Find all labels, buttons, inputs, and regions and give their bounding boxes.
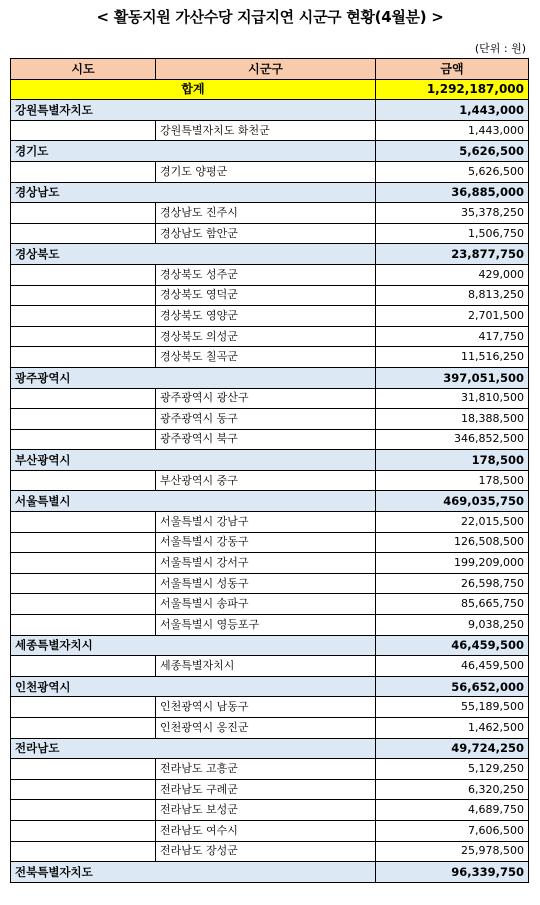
region-spacer — [156, 367, 376, 388]
empty-sido-cell — [11, 697, 156, 718]
empty-sido-cell — [11, 820, 156, 841]
table-row — [11, 264, 529, 285]
region-row — [11, 450, 529, 471]
empty-sido-cell — [11, 306, 156, 327]
region-spacer — [156, 862, 376, 883]
sigungu-amount: 178,500 — [376, 470, 529, 491]
sigungu-amount: 429,000 — [376, 264, 529, 285]
table-row — [11, 697, 529, 718]
table-row — [11, 656, 529, 677]
table-row — [11, 820, 529, 841]
sigungu-name: 광주광역시 광산구 — [156, 388, 376, 409]
sigungu-amount: 55,189,500 — [376, 697, 529, 718]
region-amount: 5,626,500 — [376, 141, 529, 162]
table-row — [11, 573, 529, 594]
total-row — [11, 79, 529, 100]
sigungu-amount: 35,378,250 — [376, 203, 529, 224]
sigungu-name: 경상북도 의성군 — [156, 326, 376, 347]
region-amount: 397,051,500 — [376, 367, 529, 388]
region-row — [11, 100, 529, 121]
region-row — [11, 635, 529, 656]
unit-label: (단위 : 원) — [474, 42, 526, 55]
empty-sido-cell — [11, 161, 156, 182]
sigungu-name: 경상남도 함안군 — [156, 223, 376, 244]
sigungu-name: 경상북도 영양군 — [156, 306, 376, 327]
region-name: 전북특별자치도 — [11, 862, 156, 883]
region-amount: 56,652,000 — [376, 676, 529, 697]
empty-sido-cell — [11, 326, 156, 347]
sigungu-name: 전라남도 여수시 — [156, 820, 376, 841]
region-spacer — [156, 450, 376, 471]
table-row — [11, 615, 529, 636]
empty-sido-cell — [11, 800, 156, 821]
empty-sido-cell — [11, 264, 156, 285]
region-amount: 36,885,000 — [376, 182, 529, 203]
empty-sido-cell — [11, 594, 156, 615]
table-row — [11, 409, 529, 430]
sigungu-name: 전라남도 장성군 — [156, 841, 376, 862]
empty-sido-cell — [11, 512, 156, 533]
region-row — [11, 676, 529, 697]
table-row — [11, 512, 529, 533]
sigungu-amount: 2,701,500 — [376, 306, 529, 327]
sigungu-name: 경상북도 칠곡군 — [156, 347, 376, 368]
sigungu-amount: 4,689,750 — [376, 800, 529, 821]
sigungu-name: 경기도 양평군 — [156, 161, 376, 182]
sigungu-amount: 85,665,750 — [376, 594, 529, 615]
table-row — [11, 429, 529, 450]
sigungu-name: 인천광역시 남동구 — [156, 697, 376, 718]
sigungu-amount: 9,038,250 — [376, 615, 529, 636]
sigungu-name: 경상남도 진주시 — [156, 203, 376, 224]
sigungu-name: 세종특별자치시 — [156, 656, 376, 677]
table-row — [11, 223, 529, 244]
region-name: 광주광역시 — [11, 367, 156, 388]
empty-sido-cell — [11, 203, 156, 224]
sigungu-name: 서울특별시 강동구 — [156, 532, 376, 553]
empty-sido-cell — [11, 553, 156, 574]
table-row — [11, 285, 529, 306]
sigungu-name: 서울특별시 영등포구 — [156, 615, 376, 636]
table-row — [11, 759, 529, 780]
sigungu-amount: 7,606,500 — [376, 820, 529, 841]
sigungu-amount: 5,626,500 — [376, 161, 529, 182]
sigungu-amount: 126,508,500 — [376, 532, 529, 553]
table-row — [11, 594, 529, 615]
empty-sido-cell — [11, 470, 156, 491]
region-amount: 469,035,750 — [376, 491, 529, 512]
empty-sido-cell — [11, 285, 156, 306]
empty-sido-cell — [11, 573, 156, 594]
sigungu-amount: 18,388,500 — [376, 409, 529, 430]
region-spacer — [156, 635, 376, 656]
table-row — [11, 120, 529, 141]
table-row — [11, 779, 529, 800]
region-amount: 1,443,000 — [376, 100, 529, 121]
table-row — [11, 326, 529, 347]
sigungu-name: 서울특별시 성동구 — [156, 573, 376, 594]
table-row — [11, 388, 529, 409]
sigungu-name: 서울특별시 강남구 — [156, 512, 376, 533]
region-amount: 23,877,750 — [376, 244, 529, 265]
region-row — [11, 491, 529, 512]
region-amount: 178,500 — [376, 450, 529, 471]
region-name: 세종특별자치시 — [11, 635, 156, 656]
header-amount: 금액 — [376, 59, 529, 80]
empty-sido-cell — [11, 656, 156, 677]
empty-sido-cell — [11, 532, 156, 553]
region-name: 인천광역시 — [11, 676, 156, 697]
sigungu-name: 전라남도 고흥군 — [156, 759, 376, 780]
empty-sido-cell — [11, 615, 156, 636]
region-row — [11, 141, 529, 162]
region-amount: 49,724,250 — [376, 738, 529, 759]
sigungu-name: 강원특별자치도 화천군 — [156, 120, 376, 141]
region-spacer — [156, 141, 376, 162]
sigungu-name: 서울특별시 송파구 — [156, 594, 376, 615]
empty-sido-cell — [11, 120, 156, 141]
table-row — [11, 718, 529, 739]
sigungu-name: 경상북도 성주군 — [156, 264, 376, 285]
empty-sido-cell — [11, 718, 156, 739]
region-row — [11, 738, 529, 759]
total-label: 합계 — [11, 79, 376, 100]
region-name: 서울특별시 — [11, 491, 156, 512]
sigungu-amount: 46,459,500 — [376, 656, 529, 677]
region-row — [11, 244, 529, 265]
region-name: 경기도 — [11, 141, 156, 162]
sigungu-amount: 1,506,750 — [376, 223, 529, 244]
table-row — [11, 203, 529, 224]
sigungu-name: 인천광역시 옹진군 — [156, 718, 376, 739]
region-spacer — [156, 100, 376, 121]
region-spacer — [156, 738, 376, 759]
sigungu-amount: 199,209,000 — [376, 553, 529, 574]
region-row — [11, 367, 529, 388]
sigungu-name: 부산광역시 중구 — [156, 470, 376, 491]
region-spacer — [156, 244, 376, 265]
region-name: 경상남도 — [11, 182, 156, 203]
sigungu-amount: 346,852,500 — [376, 429, 529, 450]
region-name: 부산광역시 — [11, 450, 156, 471]
header-sido: 시도 — [11, 59, 156, 80]
region-spacer — [156, 676, 376, 697]
sigungu-amount: 8,813,250 — [376, 285, 529, 306]
sigungu-amount: 1,462,500 — [376, 718, 529, 739]
empty-sido-cell — [11, 429, 156, 450]
region-amount: 46,459,500 — [376, 635, 529, 656]
region-row — [11, 862, 529, 883]
table-body — [11, 79, 529, 882]
table-row — [11, 841, 529, 862]
table-row — [11, 470, 529, 491]
header-sigungu: 시군구 — [156, 59, 376, 80]
sigungu-amount: 31,810,500 — [376, 388, 529, 409]
region-amount: 96,339,750 — [376, 862, 529, 883]
sigungu-amount: 5,129,250 — [376, 759, 529, 780]
sigungu-name: 광주광역시 북구 — [156, 429, 376, 450]
table-row — [11, 532, 529, 553]
sigungu-amount: 26,598,750 — [376, 573, 529, 594]
sigungu-amount: 6,320,250 — [376, 779, 529, 800]
empty-sido-cell — [11, 347, 156, 368]
region-spacer — [156, 491, 376, 512]
empty-sido-cell — [11, 759, 156, 780]
empty-sido-cell — [11, 409, 156, 430]
empty-sido-cell — [11, 841, 156, 862]
sigungu-amount: 11,516,250 — [376, 347, 529, 368]
sigungu-name: 광주광역시 동구 — [156, 409, 376, 430]
region-name: 전라남도 — [11, 738, 156, 759]
payment-delay-table — [10, 58, 529, 883]
sigungu-name: 서울특별시 강서구 — [156, 553, 376, 574]
table-row — [11, 347, 529, 368]
table-row — [11, 161, 529, 182]
sigungu-amount: 1,443,000 — [376, 120, 529, 141]
table-row — [11, 306, 529, 327]
total-amount: 1,292,187,000 — [376, 79, 529, 100]
sigungu-amount: 25,978,500 — [376, 841, 529, 862]
sigungu-name: 경상북도 영덕군 — [156, 285, 376, 306]
empty-sido-cell — [11, 779, 156, 800]
header-row — [11, 59, 529, 80]
sigungu-amount: 417,750 — [376, 326, 529, 347]
empty-sido-cell — [11, 223, 156, 244]
sigungu-name: 전라남도 보성군 — [156, 800, 376, 821]
page-title: < 활동지원 가산수당 지급지연 시군구 현황(4월분) > — [96, 8, 444, 26]
table-row — [11, 800, 529, 821]
sigungu-amount: 22,015,500 — [376, 512, 529, 533]
region-name: 강원특별자치도 — [11, 100, 156, 121]
region-spacer — [156, 182, 376, 203]
region-row — [11, 182, 529, 203]
table-row — [11, 553, 529, 574]
region-name: 경상북도 — [11, 244, 156, 265]
empty-sido-cell — [11, 388, 156, 409]
sigungu-name: 전라남도 구례군 — [156, 779, 376, 800]
